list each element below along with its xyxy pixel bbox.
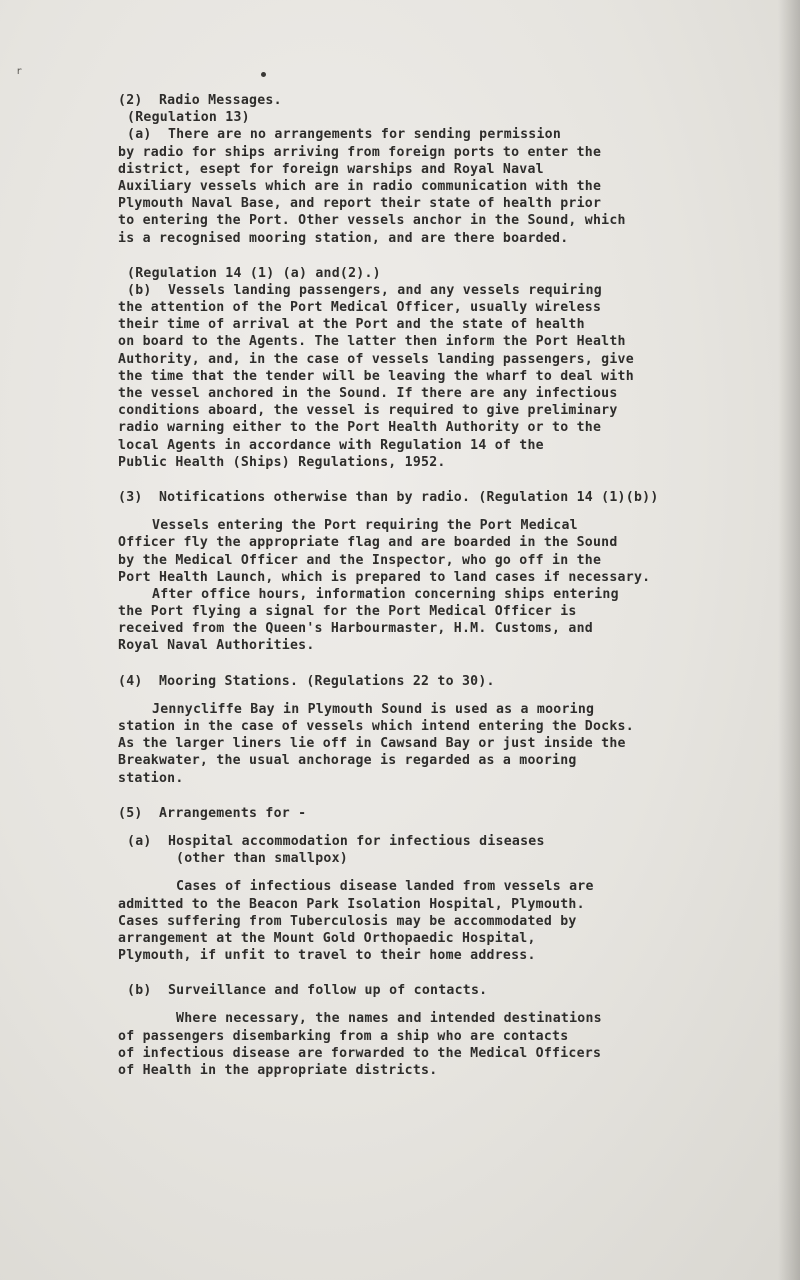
paragraph-line: (a) There are no arrangements for sending permission [127,127,562,143]
paragraph-line: After office hours, information concerning ships entering [152,586,619,602]
regulation-reference: (Regulation 13) [127,110,250,126]
subsection-heading: (a) Hospital accommodation for infectious diseases [127,833,545,849]
paragraph-line: Where necessary, the names and intended destinations [176,1011,602,1027]
section-notifications [118,489,786,655]
paragraph-line: radio warning either to the Port Health Authority or to the [118,420,602,436]
paragraph-line: local Agents in accordance with Regulation 14 of the [118,437,544,453]
paragraph-line: Officer fly the appropriate flag and are boarded in the Sound [118,535,618,551]
paragraph-line: by the Medical Officer and the Inspector, who go off in the [118,552,602,568]
paragraph-line: Royal Naval Authorities. [118,638,315,654]
punch-dot [261,72,266,77]
paragraph-line: conditions aboard, the vessel is required to give preliminary [118,403,618,419]
paragraph-line: Cases of infectious disease landed from vessels are [176,879,594,895]
paragraph-line: Authority, and, in the case of vessels landing passengers, give [118,351,634,367]
document-body [118,92,786,1079]
paragraph-line: Vessels entering the Port requiring the Port Medical [152,518,578,534]
paragraph-line: of passengers disembarking from a ship who are contacts [118,1028,569,1044]
paragraph-line: of Health in the appropriate districts. [118,1063,438,1078]
paragraph-line: the vessel anchored in the Sound. If there are any infectious [118,386,618,401]
section-heading: (4) Mooring Stations. (Regulations 22 to 30). [118,673,495,689]
paragraph-line: the attention of the Port Medical Officer, usually wireless [118,300,602,316]
section-arrangements [118,805,786,1079]
paragraph-line: the Port flying a signal for the Port Medical Officer is [118,604,577,620]
paragraph-line: district, esept for foreign warships and Royal Naval [118,161,544,177]
margin-tick-mark: r [16,66,23,77]
section-heading: (2) Radio Messages. [118,93,282,108]
paragraph-line: their time of arrival at the Port and the state of health [118,317,585,333]
paragraph-line: Jennycliffe Bay in Plymouth Sound is used as a mooring [152,701,595,717]
section-mooring-stations [118,673,786,787]
paragraph-line: As the larger liners lie off in Cawsand Bay or just inside the [118,736,626,752]
section-radio-messages [118,92,786,471]
subsection-heading: (other than smallpox) [176,851,348,867]
paragraph-line: Plymouth Naval Base, and report their state of health prior [118,196,602,212]
paragraph-line: admitted to the Beacon Park Isolation Hospital, Plymouth. [118,896,585,912]
paragraph-line: arrangement at the Mount Gold Orthopaedic Hospital, [118,930,536,946]
section-heading: (3) Notifications otherwise than by radio. (Regulation 14 (1)(b)) [118,489,659,505]
paragraph-line: station in the case of vessels which intend entering the Docks. [118,719,634,734]
paragraph-line: is a recognised mooring station, and are there boarded. [118,230,569,246]
regulation-reference: (Regulation 14 (1) (a) and(2).) [127,265,381,281]
paragraph-line: (b) Vessels landing passengers, and any vessels requiring [127,282,602,298]
subsection-heading: (b) Surveillance and follow up of contacts. [127,983,488,999]
paragraph-line: Public Health (Ships) Regulations, 1952. [118,454,446,470]
paragraph-line: received from the Queen's Harbourmaster, H.M. Customs, and [118,621,593,637]
paragraph-line: Auxiliary vessels which are in radio communication with the [118,178,602,194]
section-heading: (5) Arrangements for - [118,805,307,821]
paragraph-line: of infectious disease are forwarded to the Medical Officers [118,1045,602,1061]
paragraph-line: to entering the Port. Other vessels anchor in the Sound, which [118,213,626,229]
paragraph-line: Plymouth, if unfit to travel to their home address. [118,948,536,964]
paragraph-line: Cases suffering from Tuberculosis may be accommodated by [118,913,577,929]
paragraph-line: the time that the tender will be leaving the wharf to deal with [118,368,634,384]
paragraph-line: by radio for ships arriving from foreign ports to enter the [118,144,602,160]
paragraph-line: Breakwater, the usual anchorage is regarded as a mooring [118,753,577,769]
paragraph-line: Port Health Launch, which is prepared to land cases if necessary. [118,569,651,585]
paragraph-line: station. [118,770,184,786]
paragraph-line: on board to the Agents. The latter then inform the Port Health [118,334,626,350]
